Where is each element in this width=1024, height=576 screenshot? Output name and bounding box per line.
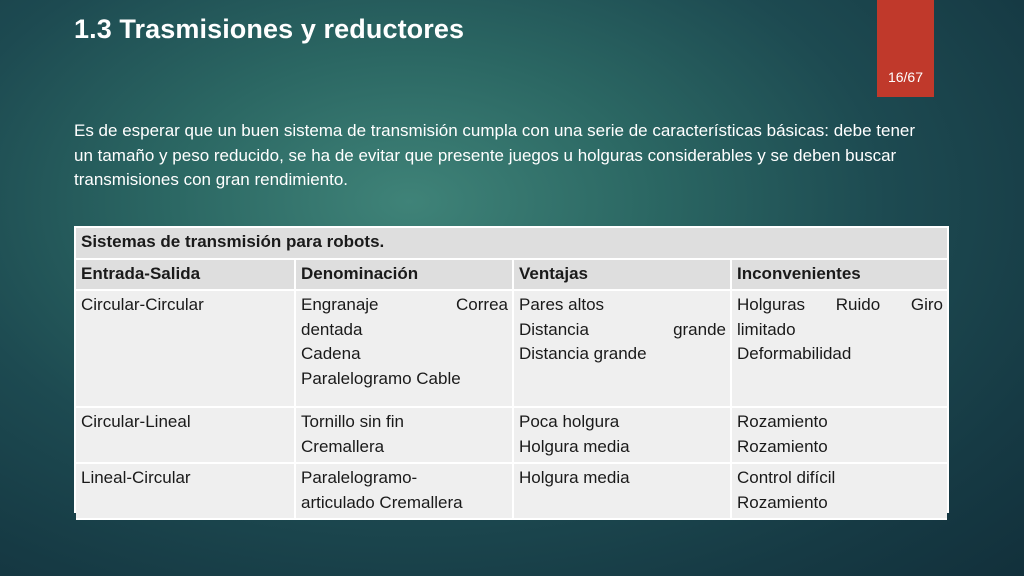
cell-inconvenientes bbox=[731, 290, 947, 407]
cell-line: Tornillo sin fin bbox=[301, 412, 404, 431]
page-number: 16/67 bbox=[887, 69, 924, 85]
table-caption: Sistemas de transmisión para robots. bbox=[76, 228, 947, 259]
table-row bbox=[76, 463, 947, 519]
cell-ventajas bbox=[513, 290, 731, 407]
table-row bbox=[76, 407, 947, 463]
transmission-table bbox=[76, 228, 947, 520]
cell-line: Paralelogramo Cable bbox=[301, 368, 461, 388]
table-caption-row bbox=[76, 228, 947, 259]
cell-inconvenientes bbox=[731, 407, 947, 463]
page-number-badge bbox=[877, 0, 934, 97]
cell-line: Rozamiento bbox=[737, 492, 828, 512]
cell-line: Engranaje Correa bbox=[301, 295, 508, 314]
cell-denominacion bbox=[295, 463, 513, 519]
cell-line: articulado Cremallera bbox=[301, 492, 463, 512]
cell-ventajas bbox=[513, 463, 731, 519]
cell-line: Holgura media bbox=[519, 468, 630, 487]
cell-denominacion bbox=[295, 290, 513, 407]
cell-line: Rozamiento bbox=[737, 412, 828, 431]
cell-line: Paralelogramo- bbox=[301, 468, 418, 487]
header-entrada-salida: Entrada-Salida bbox=[76, 259, 295, 291]
slide-title: 1.3 Trasmisiones y reductores bbox=[74, 14, 465, 44]
cell-line: limitado bbox=[737, 319, 796, 339]
cell-line: Poca holgura bbox=[519, 412, 620, 431]
header-ventajas: Ventajas bbox=[513, 259, 731, 291]
cell-inconvenientes bbox=[731, 463, 947, 519]
cell-line: Rozamiento bbox=[737, 436, 828, 456]
cell-line: dentada bbox=[301, 319, 363, 339]
cell-denominacion bbox=[295, 407, 513, 463]
cell-line: Distancia grande bbox=[519, 344, 647, 363]
cell-line: Deformabilidad bbox=[737, 344, 852, 363]
header-inconvenientes: Inconvenientes bbox=[731, 259, 947, 291]
cell-line: Holguras Ruido Giro bbox=[737, 295, 944, 314]
cell-ventajas bbox=[513, 407, 731, 463]
intro-paragraph: Es de esperar que un buen sistema de transmisión cumpla con una serie de características básicas: debe tener un tamaño y peso reducido, se ha de evitar que presente juegos u holguras considerables y se deben buscar transmisiones con gran rendimiento. bbox=[74, 121, 916, 189]
header-denominacion: Denominación bbox=[295, 259, 513, 291]
cell-line: Holgura media bbox=[519, 436, 630, 456]
cell-io: Circular-Circular bbox=[76, 290, 295, 407]
table-row bbox=[76, 290, 947, 407]
transmission-table-container bbox=[74, 226, 949, 513]
cell-io: Lineal-Circular bbox=[76, 463, 295, 519]
cell-line: Control difícil bbox=[737, 468, 836, 487]
table-header-row bbox=[76, 259, 947, 291]
cell-line: Cadena bbox=[301, 344, 361, 363]
cell-line: Pares altos bbox=[519, 295, 605, 314]
cell-io: Circular-Lineal bbox=[76, 407, 295, 463]
cell-line: Cremallera bbox=[301, 436, 385, 456]
cell-line: Distancia grande bbox=[519, 319, 726, 339]
